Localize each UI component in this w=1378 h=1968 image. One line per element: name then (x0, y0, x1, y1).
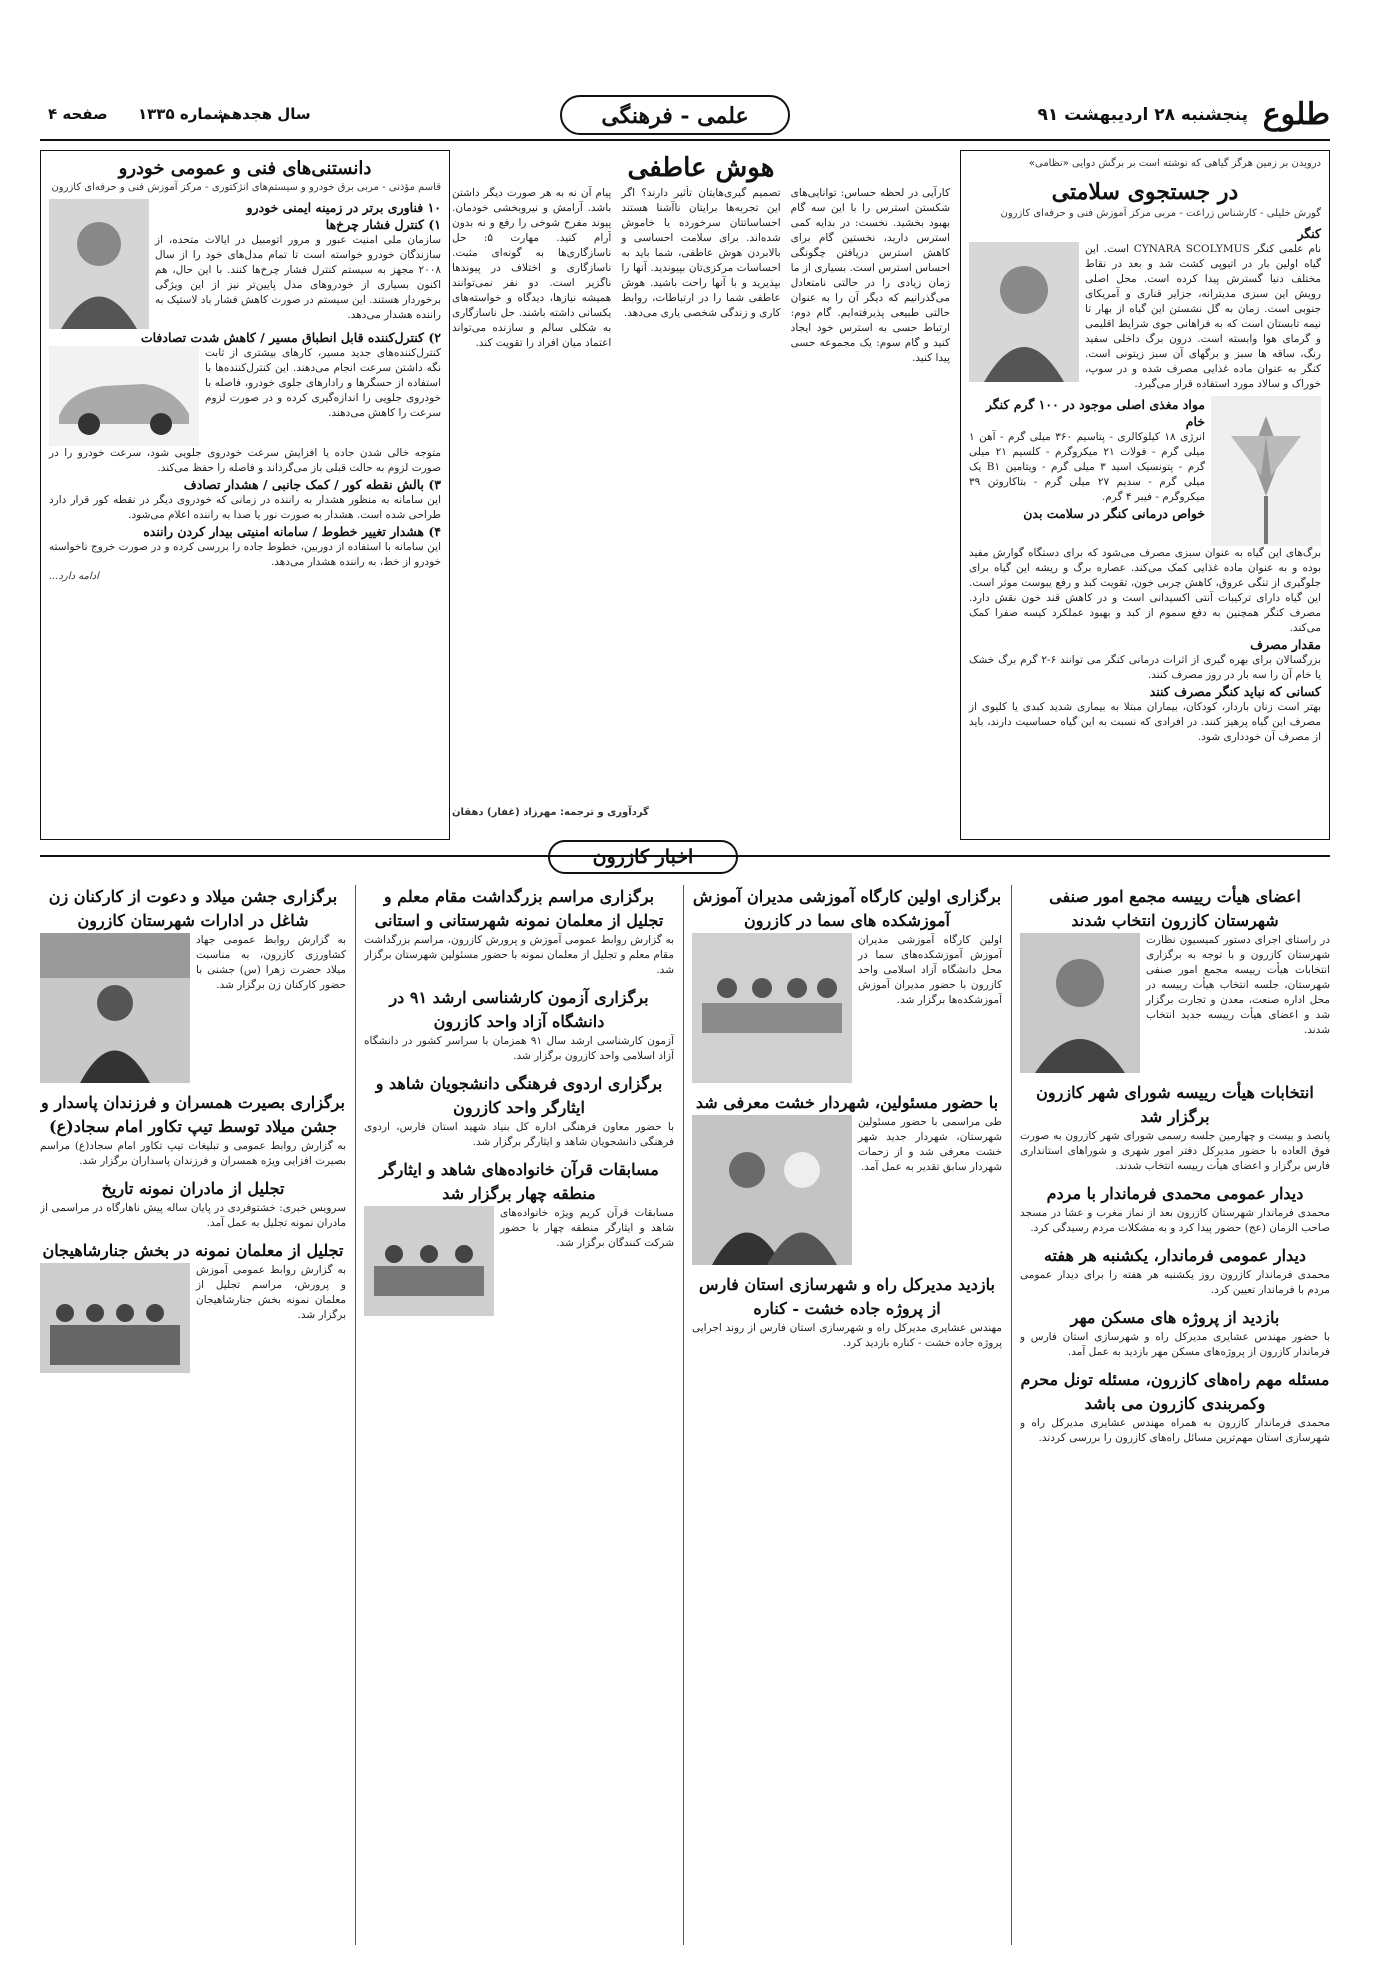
tech-byline: قاسم مؤذنی - مربی برق خودرو و سیستم‌های انژکتوری - مرکز آموزش فنی و حرفه‌ای کازرون (51, 182, 441, 193)
news-b1-photo (692, 933, 852, 1083)
news-a2-title: انتخابات هیأت رییسه شورای شهر کازرون برگزار شد (1036, 1083, 1314, 1126)
health-sub-warning: کسانی که نباید کنگر مصرف کنند (1149, 684, 1321, 699)
news-c2-body: آزمون کارشناسی ارشد سال ۹۱ همزمان با سراسر کشور در دانشگاه آزاد اسلامی واحد کازرون برگزار شد. (364, 1035, 674, 1062)
tech-body-2: کنترل‌کننده‌های جدید مسیر، کارهای بیشتری از ثابت نگه داشتن سرعت انجام می‌دهند. این کنترل‌کننده‌ها با استفاده از حسگرها و رادارهای جلوی خودرو، فاصله با خودروی جلویی را اندازه‌گیری کرده و در صورت لزوم سرعت را کاهش می‌دهند. (205, 347, 441, 419)
author-photo-tech (49, 199, 149, 329)
health-article (960, 150, 1330, 840)
news-d2-title: برگزاری بصیرت همسران و فرزندان پاسدار و جشن میلاد توسط تیپ تکاور امام سجاد(ع) (41, 1093, 345, 1136)
column-divider (683, 885, 684, 1945)
news-c1-title: برگزاری مراسم بزرگداشت مقام معلم و تجلیل از معلمان نمونه شهرستانی و استانی (374, 887, 664, 930)
newspaper-page (40, 95, 1330, 1945)
health-sub-dosage: مقدار مصرف (1250, 637, 1321, 652)
issue-year: سال هجدهم (220, 105, 311, 123)
news-d1-body: به گزارش روابط عمومی جهاد کشاورزی کازرون، به مناسبت میلاد حضرت زهرا (س) جشنی با حضور کارکنان زن برگزار شد. (196, 934, 346, 991)
health-body-4: بزرگسالان برای بهره گیری از اثرات درمانی کنگر می توانند ۶-۲ گرم برگ خشک یا خام آن را سه بار در روز مصرف کنند. (969, 654, 1321, 681)
news-b2-title: با حضور مسئولین، شهردار خشت معرفی شد (695, 1093, 999, 1112)
news-c4-photo (364, 1206, 494, 1316)
health-byline: گورش خلیلی - کارشناس زراعت - مربی مرکز آموزش فنی و حرفه‌ای کازرون (1000, 208, 1321, 219)
column-divider (355, 885, 356, 1945)
health-body-5: بهتر است زنان باردار، کودکان، بیماران مبتلا به بیماری شدید کبدی یا کلیوی از مصرف این گیاه پرهیز کنند. در افرادی که نسبت به این گیاه حساسیت دارند، باید از مصرف آن خودداری شود. (969, 701, 1321, 743)
health-body-3: برگ‌های این گیاه به عنوان سبزی مصرف می‌شود که برای دستگاه گوارش مفید بوده و به عنوان ماده غذایی کمک می‌کند. عصاره برگ و ریشه این گیاه برای جلوگیری از تنگی عروق، کاهش چربی خون، تقویت کبد و رفع یبوست موثر است. این گیاه دارای ترکیبات آنتی اکسیدانی است و در کاهش قند خون نقش دارد. مصرف کنگر همچنین به دفع سموم از کبد و بهبود عملکرد کیسه صفرا کمک می‌کند. (969, 547, 1321, 634)
tech-article (40, 150, 450, 840)
news-c4-title: مسابقات قرآن خانواده‌های شاهد و ایثارگر منطقه چهار برگزار شد (379, 1160, 659, 1203)
news-a5-body: با حضور مهندس عشایری مدیرکل راه و شهرسازی استان فارس و فرماندار کازرون از پروژه‌های مسکن مهر بازدید به عمل آمد. (1020, 1331, 1330, 1358)
tech-body-1: سازمان ملی امنیت عبور و مرور اتومبیل در ایالات متحده، از سازندگان خودرو خواسته است تا تمام مدل‌های خود را از سال ۲۰۰۸ مجهز به سیستم کنترل فشار چرخ‌ها کنند. با این حال، هم اکنون بسیاری از خودروهای مدل پایین‌تر نیز از این ویژگی برخوردار هستند. این سیستم در صورت کاهش فشار باد لاستیک به راننده هشدار می‌دهد. (155, 234, 441, 321)
kazerun-news-label: اخبار کازرون (548, 840, 738, 874)
news-a5-title: بازدید از پروژه های مسکن مهر (1070, 1308, 1280, 1327)
news-c1-body: به گزارش روابط عمومی آموزش و پرورش کازرون، مراسم بزرگداشت مقام معلم و تجلیل از معلمان نمونه با حضور مسئولین شهرستان برگزار شد. (364, 934, 674, 976)
tech-sub-blindspot: ۳) بالش نقطه کور / کمک جانبی / هشدار تصادف (183, 477, 441, 492)
news-d1-photo (40, 933, 190, 1083)
page-header (40, 95, 1330, 135)
news-column-c (364, 885, 674, 1945)
tech-sub-cruise: ۲) کنترل‌کننده قابل انطباق مسیر / کاهش شدت تصادفات (140, 330, 441, 345)
car-photo (49, 346, 199, 446)
emotional-col-1: کارآیی در لحظه حساس: توانایی‌های شکستن استرس را با این سه گام بهبود بخشید. نخست: در بدایه کمی استرس دارید، نخستین گام برای کاهش استرس دریافتن چگونگی احساس استرس است. بسیاری از ما زمان زیادی را در حالتی نامتعادل می‌گذرانیم که دیگر آن را به عنوان حالتی طبیعی پذیرفته‌ایم. گام دوم: ارتباط حسی به استرس خود ایجاد کنید و گام سوم: یک مجموعه حسی پیدا کنید. (790, 187, 950, 364)
tech-body-4: این سامانه به منظور هشدار به راننده در زمانی که خودروی دیگر در نقطه کور قرار دارد طراحی شده است. هشدار به صورت نور یا صدا به راننده اعلام می‌شود. (49, 494, 441, 521)
news-c3-title: برگزاری اردوی فرهنگی دانشجویان شاهد و ایثارگر واحد کازرون (375, 1074, 663, 1117)
news-c4-body: مسابقات قرآن کریم ویژه خانواده‌های شاهد و ایثارگر منطقه چهار با حضور شرکت کنندگان برگزار شد. (500, 1207, 674, 1249)
news-a6-body: محمدی فرماندار کازرون به همراه مهندس عشایری مدیرکل راه و شهرسازی استان مهم‌ترین مسائل راه‌های کازرون را بررسی کردند. (1020, 1417, 1330, 1444)
news-d4-title: تجلیل از معلمان نمونه در بخش جنارشاهیجان (42, 1241, 344, 1260)
issue-number: شماره ۱۳۳۵ (138, 105, 228, 123)
page-number: صفحه ۴ (48, 105, 108, 123)
news-c3-body: با حضور معاون فرهنگی اداره کل بنیاد شهید استان فارس، اردوی فرهنگی دانشجویان شاهد و ایثارگر برگزار شد. (364, 1121, 674, 1148)
news-a4-title: دیدار عمومی فرماندار، یکشنبه هر هفته (1043, 1246, 1307, 1265)
emotional-article (452, 150, 950, 840)
news-b2-photo (692, 1115, 852, 1265)
news-d2-body: به گزارش روابط عمومی و تبلیغات تیپ تکاور امام سجاد(ع) مراسم بصیرت افزایی ویژه همسران و فرزندان پاسداران برگزار شد. (40, 1140, 346, 1167)
tech-sub-tire: ۱) کنترل فشار چرخ‌ها (325, 217, 441, 232)
news-a6-title: مسئله مهم راه‌های کازرون، مسئله تونل محرم وکمربندی کازرون می باشد (1020, 1370, 1330, 1413)
news-d4-body: به گزارش روابط عمومی آموزش و پرورش، مراسم تجلیل از معلمان نمونه بخش جنارشاهیجان برگزار شد. (196, 1264, 346, 1321)
portrait-image (969, 242, 1079, 382)
news-a3-title: دیدار عمومی محمدی فرماندار با مردم (1046, 1184, 1304, 1203)
health-sub-kangar: کنگر (1297, 226, 1321, 241)
health-body-2: انرژی ۱۸ کیلوکالری - پتاسیم ۳۶۰ میلی گرم - آهن ۱ میلی گرم - فولات ۲۱ میکروگرم - کلسیم ۲۱ میلی گرم - پتونسیک اسید ۳ میلی گرم - ویتامین B۱ یک میلی گرم - سدیم ۲۷ میلی گرم - بتاکاروتن ۳۹ میکروگرم - فیبر ۴ گرم. (969, 431, 1206, 503)
tech-title: دانستنی‌های فنی و عمومی خودرو (118, 158, 372, 179)
news-d1-title: برگزاری جشن میلاد و دعوت از کارکنان زن شاغل در ادارات شهرستان کازرون (48, 887, 338, 930)
news-b3-body: مهندس عشایری مدیرکل راه و شهرسازی استان فارس از روند اجرایی پروژه جاده خشت - کناره بازدید کرد. (692, 1322, 1002, 1349)
tech-body-5: این سامانه با استفاده از دوربین، خطوط جاده را بررسی کرده و در صورت خروج ناخواسته خودرو از خط، به راننده هشدار می‌دهد. (49, 541, 441, 568)
header-rule (40, 139, 1330, 141)
news-d3-body: سرویس خبری: خشتوفردی در پایان ساله پیش ناهارگاه در مراسمی از مادران نمونه تجلیل به عمل آمد. (40, 1202, 346, 1229)
emotional-credit: گردآوری و ترجمه: مهرزاد (غفار) دهقان (452, 807, 649, 818)
news-b3-title: بازدید مدیرکل راه و شهرسازی استان فارس از پروژه جاده خشت - کناره (699, 1275, 995, 1318)
issue-date: پنجشنبه ۲۸ اردیبهشت ۹۱ (1037, 105, 1248, 125)
artichoke-image (1211, 396, 1321, 546)
news-a1-photo (1020, 933, 1140, 1073)
section-title: علمی - فرهنگی (560, 95, 790, 135)
health-title: در جستجوی سلامتی (1051, 179, 1239, 205)
news-a2-body: پانصد و بیست و چهارمین جلسه رسمی شورای شهر کازرون به صورت فوق العاده با حضور مدیرکل دفتر امور شهری و شوراهای استانداری فارس برگزار و اعضای هیأت رییسه انتخاب شدند. (1020, 1130, 1330, 1172)
news-c2-title: برگزاری آزمون کارشناسی ارشد ۹۱ در دانشگاه آزاد واحد کازرون (389, 988, 649, 1031)
health-body-1: نام علمی کنگر CYNARA SCOLYMUS است. این گیاه اولین بار در اتیوپی کشت شد و بعد در نقاط مختلف دنیا گسترش پیدا کرده است. محل اصلی رویش این سبزی مدیترانه، جزایر قناری و آمریکای جنوبی است. زمان به گل نشستن این گیاه از بهار تا نیمه تابستان است که به فراهانی جوی شرایط اقلیمی و گرمای هوا وابسته است. درون برگ داخلی سفید رنگ، ساقه ها سبز و برگهای آن سبز زیتونی است. کنگر به عنوان ماده غذایی مصرف شده و در سوپ، خوراک و سالاد مورد استفاده قرار می‌گیرد. (1085, 243, 1321, 390)
emotional-col-2: تصمیم گیری‌هایتان تأثیر دارند؟ اگر این تجربه‌ها برایتان ناآشنا هستند احساساتتان سرخورده یا خاموش شده‌اند. برای سلامت احساسی و بالابردن هوش عاطفی، شما باید به احساسات مرکزی‌تان بپیوندید. آنها را بپذیرید و با آنها راحت باشید. هوش عاطفی شما را در ارتباطات، روابط کاری و زندگی شخصی یاری می‌دهد. (621, 187, 781, 319)
news-b1-body: اولین کارگاه آموزشی مدیران آموزش آموزشکده‌های سما در محل دانشگاه آزاد اسلامی واحد کازرون با حضور مدیران آموزش آموزشکده‌ها برگزار شد. (858, 934, 1002, 1006)
news-a1-title: اعضای هیأت رییسه مجمع امور صنفی شهرستان کازرون انتخاب شدند (1049, 887, 1301, 930)
tech-sub-top10: ۱۰ فناوری برتر در زمینه ایمنی خودرو (246, 200, 441, 215)
news-b2-body: طی مراسمی با حضور مسئولین شهرستان، شهردار جدید شهر خشت معرفی شد و از زحمات شهردار سابق تقدیر به عمل آمد. (858, 1116, 1002, 1173)
news-column-d (40, 885, 346, 1945)
news-a1-body: در راستای اجرای دستور کمیسیون نظارت شهرستان کازرون و با توجه به برگزاری انتخابات هیأت رییسه مجمع امور صنفی شهرستان، جلسه انتخاب هیأت رییسه در محل اداره صنعت، معدن و تجارت برگزار شد و اعضای هیأت رییسه جدید انتخاب شدند. (1146, 934, 1330, 1036)
tech-sub-lane: ۴) هشدار تغییر خطوط / سامانه امنیتی بیدار کردن راننده (143, 524, 441, 539)
news-a4-body: محمدی فرماندار کازرون روز یکشنبه هر هفته را برای دیدار عمومی مردم با فرماندار تعیین کرد. (1020, 1269, 1330, 1296)
health-sub-benefits: خواص درمانی کنگر در سلامت بدن (1023, 506, 1205, 521)
emotional-col-3: پیام آن نه به هر صورت دیگر داشتن باشد. آرامش و نیروبخشی خودمان. پیوند مفرح شوخی را رفع و نه بدون آرام کنید. مهارت ۵: حل ناسازگاری‌ها به گونه‌ای مثبت. ناسازگاری و اختلاف در پیوندها ناگزیر است. دو نفر نمی‌توانند همیشه نیازها، دیدگاه و خواسته‌های یکسانی داشته باشند. حل ناسازگاری به شکلی سالم و سازنده می‌تواند اعتماد میان افراد را تقویت کند. (452, 187, 612, 349)
tech-continue: ادامه دارد... (49, 571, 99, 582)
health-intro: درویدن بر زمین هرگز گیاهی که نوشته است بر برگش دوایی «نظامی» (1028, 158, 1321, 169)
news-column-a (1020, 885, 1330, 1945)
masthead-logo: طلوع (1262, 97, 1330, 132)
column-divider (1011, 885, 1012, 1945)
news-column-b (692, 885, 1002, 1945)
news-d4-photo (40, 1263, 190, 1373)
news-b1-title: برگزاری اولین کارگاه آموزشی مدیران آموزش آموزشکده های سما در کازرون (692, 887, 1002, 930)
tech-body-3: متوجه خالی شدن جاده یا افزایش سرعت خودروی جلویی شود، سرعت خودرو را در صورت لزوم به حالت قبلی باز می‌گرداند و فاصله را حفظ می‌کند. (49, 447, 441, 474)
health-nutrients-heading: مواد مغذی اصلی موجود در ۱۰۰ گرم کنگر خام (985, 397, 1205, 429)
author-photo (969, 242, 1079, 382)
news-d3-title: تجلیل از مادران نمونه تاریخ (101, 1179, 285, 1198)
artichoke-photo (1211, 396, 1321, 546)
emotional-title: هوش عاطفی (627, 153, 775, 183)
news-a3-body: محمدی فرماندار شهرستان کازرون بعد از نماز مغرب و عشا در مسجد صاحب الزمان (عج) حضور پیدا کرد و به مشکلات مردم رسیدگی کرد. (1020, 1207, 1330, 1234)
